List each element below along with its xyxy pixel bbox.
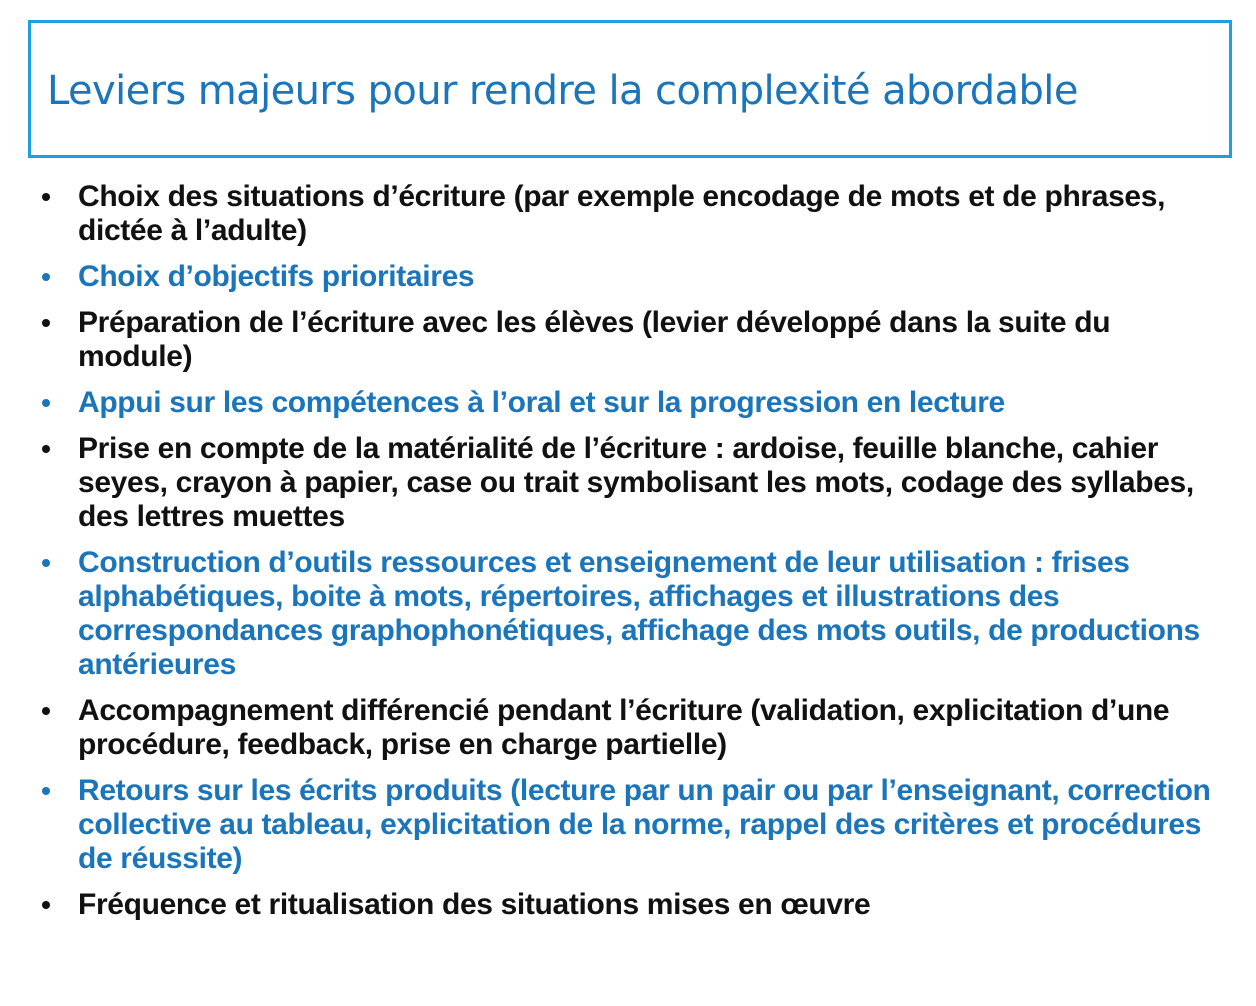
bullet-item: Retours sur les écrits produits (lecture par un pair ou par l’enseignant, correction collective au tableau, explicitation de la norme, rappel des critères et procédures de réussite) bbox=[0, 774, 1256, 876]
bullet-item: Prise en compte de la matérialité de l’écriture : ardoise, feuille blanche, cahier seyes, crayon à papier, case ou trait symbolisant les mots, codage des syllabes, des lettres muettes bbox=[0, 432, 1256, 534]
bullet-item: Choix des situations d’écriture (par exemple encodage de mots et de phrases, dictée à l’adulte) bbox=[0, 180, 1256, 248]
bullet-item: Choix d’objectifs prioritaires bbox=[0, 260, 1256, 294]
bullet-item: Accompagnement différencié pendant l’écriture (validation, explicitation d’une procédure, feedback, prise en charge partielle) bbox=[0, 694, 1256, 762]
bullet-item: Construction d’outils ressources et enseignement de leur utilisation : frises alphabétiques, boite à mots, répertoires, affichages et illustrations des correspondances graphophonétiques, affichage des mots outils, de productions antérieures bbox=[0, 546, 1256, 682]
title-box bbox=[28, 20, 1232, 158]
slide-title: Leviers majeurs pour rendre la complexité abordable bbox=[47, 68, 1078, 114]
bullet-item: Préparation de l’écriture avec les élèves (levier développé dans la suite du module) bbox=[0, 306, 1256, 374]
bullet-item: Fréquence et ritualisation des situations mises en œuvre bbox=[0, 888, 1256, 922]
bullet-item: Appui sur les compétences à l’oral et sur la progression en lecture bbox=[0, 386, 1256, 420]
bullet-list bbox=[0, 180, 1256, 934]
